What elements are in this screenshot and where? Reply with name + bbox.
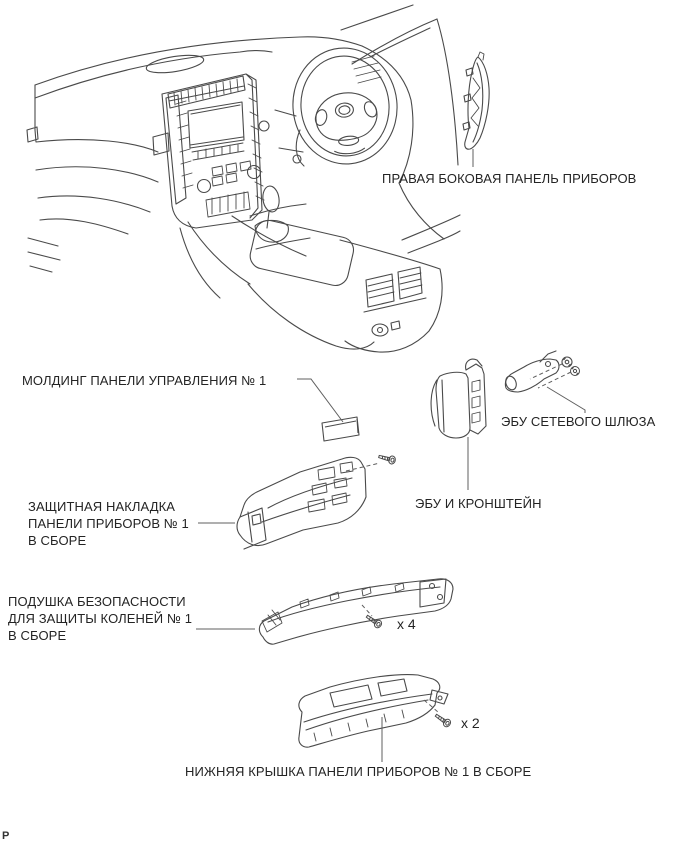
right-side-panel-part	[463, 52, 489, 149]
bolt-icon	[562, 357, 572, 367]
bolt-icon	[571, 367, 580, 376]
page-footer-code: P	[2, 830, 10, 842]
molding-part	[322, 417, 359, 441]
ecu-assembly-part	[431, 359, 486, 438]
label-line: В СБОРЕ	[28, 533, 87, 548]
label-molding: МОЛДИНГ ПАНЕЛИ УПРАВЛЕНИЯ № 1	[22, 373, 267, 388]
knee-airbag-part	[259, 579, 453, 644]
label-lower-cover: НИЖНЯЯ КРЫШКА ПАНЕЛИ ПРИБОРОВ № 1 В СБОРЕ	[185, 764, 532, 779]
label-safety-pad	[28, 498, 189, 549]
label-line: ДЛЯ ЗАЩИТЫ КОЛЕНЕЙ № 1	[8, 611, 193, 626]
label-knee-airbag	[8, 593, 192, 644]
qty-label-knee-airbag-screws: x 4	[397, 616, 416, 632]
label-right-side-panel: ПРАВАЯ БОКОВАЯ ПАНЕЛЬ ПРИБОРОВ	[382, 171, 637, 186]
label-line: ЗАЩИТНАЯ НАКЛАДКА	[28, 499, 176, 514]
label-line: ПАНЕЛИ ПРИБОРОВ № 1	[28, 516, 189, 531]
leader-molding	[297, 379, 343, 422]
leader-lines	[196, 149, 585, 762]
label-line: ПОДУШКА БЕЗОПАСНОСТИ	[8, 594, 186, 609]
screw-icon	[434, 712, 452, 728]
leader-gateway-ecu	[547, 387, 585, 413]
label-gateway-ecu: ЭБУ СЕТЕВОГО ШЛЮЗА	[501, 414, 656, 429]
label-line: В СБОРЕ	[8, 628, 67, 643]
qty-label-lower-cover-screws: x 2	[461, 715, 480, 731]
lower-cover-part	[299, 675, 448, 748]
label-ecu-bracket: ЭБУ И КРОНШТЕЙН	[415, 496, 542, 511]
gateway-ecu-bracket-part	[504, 351, 559, 392]
screw-icon	[378, 453, 396, 465]
